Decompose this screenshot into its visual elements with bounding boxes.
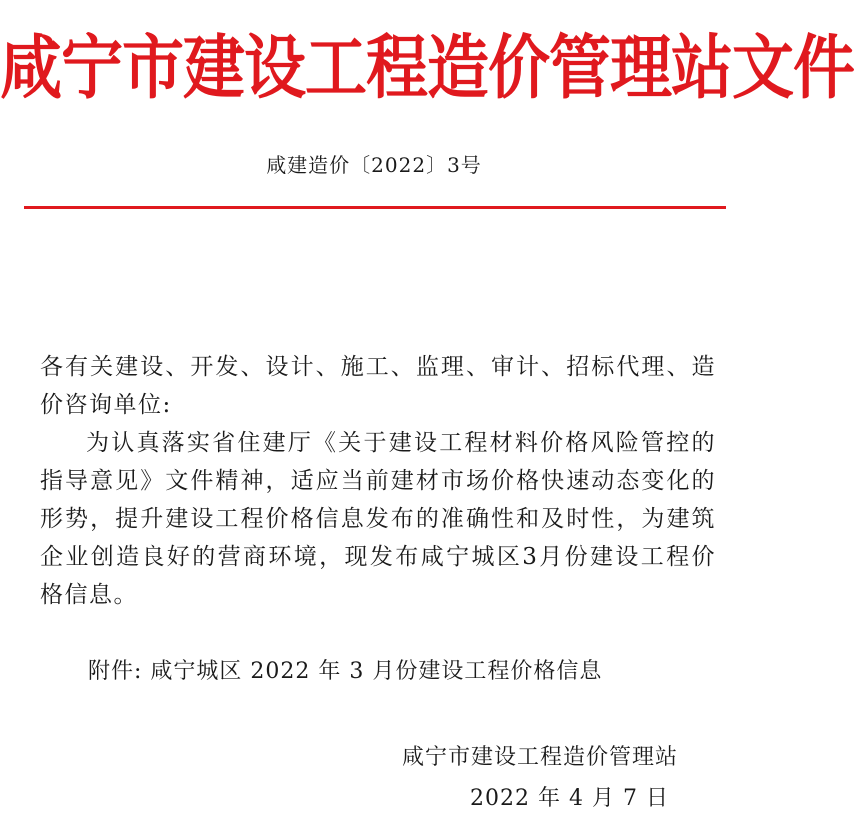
body-paragraph: 为认真落实省住建厅《关于建设工程材料价格风险管控的指导意见》文件精神，适应当前建材市场价格快速动态变化的形势，提升建设工程价格信息发布的准确性和及时性，为建筑企业创造良好的营商环境，现发布咸宁城区3月份建设工程价格信息。 <box>40 430 716 608</box>
issue-date: 2022 年 4 月 7 日 <box>470 786 669 811</box>
issuer-name: 咸宁市建设工程造价管理站 <box>402 745 679 770</box>
attachment-note: 附件: 咸宁城区 2022 年 3 月份建设工程价格信息 <box>88 659 603 684</box>
header-divider <box>24 206 726 209</box>
salutation: 各有关建设、开发、设计、施工、监理、审计、招标代理、造价咨询单位: <box>40 354 716 418</box>
document-body <box>40 348 716 614</box>
document-header-title: 咸宁市建设工程造价管理站文件 <box>0 26 854 109</box>
document-number: 咸建造价〔2022〕3号 <box>266 153 482 177</box>
